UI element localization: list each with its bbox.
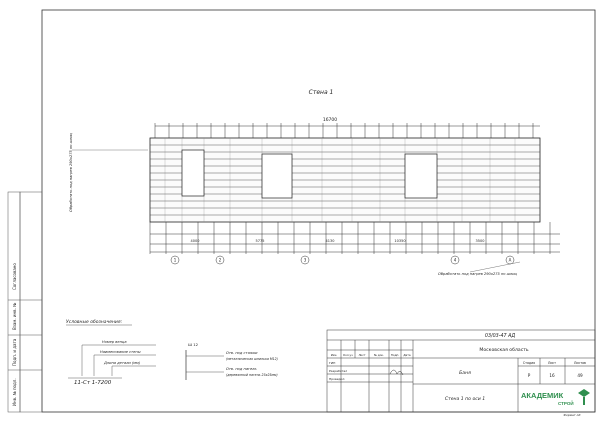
trim-note-left: Обработать под нагрев 290х275 по шлиц [69, 132, 73, 212]
axis-label-2: 2 [218, 257, 222, 263]
sheets-header: Листов [574, 361, 586, 365]
sheet-value: 16 [549, 373, 555, 378]
axis-label-3: 3 [303, 257, 307, 263]
wall-dimension-2: 5775 [255, 239, 265, 243]
strip-label-replace: Взам. инв. № [12, 302, 17, 330]
strip-label-inv: Инв. № подл. [12, 378, 17, 406]
legend-hole-dowel-note: (деревянный нагель 25х25мм) [226, 373, 278, 377]
legend-pin-symbol: Ш 12 [188, 342, 199, 347]
company-name: АКАДЕМИК [521, 391, 564, 400]
company-sub: СТРОЙ [558, 401, 574, 406]
wall-title: Стена 1 [308, 89, 334, 96]
legend-part-length: Длина детали (мм) [104, 361, 141, 365]
opening-1 [182, 150, 204, 196]
overall-dimension: 16700 [322, 118, 338, 123]
stage-value: Р [527, 373, 531, 378]
legend-sample-mark: 11-Ст 1-7200 [74, 380, 112, 386]
row-label-change: Изм. [330, 353, 338, 357]
row-label-date: Дата [403, 353, 411, 357]
location: Московская область [479, 348, 529, 353]
legend-hole-dowel: Отв. под нагель [226, 367, 257, 371]
wall-dimension-4: 10350 [394, 239, 406, 243]
wall-dimension-3: 4130 [325, 239, 335, 243]
role-checker: Проверил [329, 377, 345, 381]
strip-label-agreed: Согласовано [12, 263, 17, 290]
opening-2 [262, 154, 292, 198]
axis-label-1: 1 [173, 257, 177, 263]
top-dimension-ticks [155, 123, 533, 138]
axis-label-4: 4 [453, 257, 457, 263]
logo-mark [578, 389, 590, 397]
doc-code: 03/03-47 АД [484, 334, 516, 339]
sheet-title: Стена 1 по оси 1 [444, 397, 486, 402]
legend-wall-name: Наименование стены [100, 350, 141, 354]
right-leader [470, 262, 520, 272]
stage-header: Стадия [522, 361, 536, 365]
axis-markers [171, 256, 514, 264]
trim-note-right: Обработать под нагрев 290х275 по шлиц [438, 272, 518, 276]
row-label-count: Кол.уч [343, 353, 353, 357]
opening-3 [405, 154, 437, 198]
object-name: Баня [459, 371, 471, 376]
role-developer: Разработал [329, 369, 348, 373]
sheet-header: Лист [547, 361, 557, 365]
strip-label-sign: Подп. и дата [12, 338, 17, 366]
row-label-sign: Подп. [390, 353, 400, 357]
legend-hole-pin: Отв. под стяжки [226, 351, 258, 355]
legend-crown-number: Номер венца [102, 340, 127, 344]
sheet-format: Формат А3 [563, 413, 581, 417]
legend-hole-pin-note: (металлическая шпилька М12) [226, 357, 278, 361]
wall-dimension-1: 4000 [190, 239, 200, 243]
sheets-value: 49 [577, 373, 583, 378]
wall-dimension-5: 3500 [475, 239, 485, 243]
axis-label-a: A [508, 257, 512, 263]
row-label-doc: № док. [373, 353, 385, 357]
role-gip: ГИП [329, 361, 336, 365]
bottom-dimension-ticks [150, 222, 550, 254]
row-label-sheet: Лист [358, 353, 366, 357]
legend-heading: Условные обозначения: [66, 320, 123, 325]
company-logo [578, 389, 590, 405]
